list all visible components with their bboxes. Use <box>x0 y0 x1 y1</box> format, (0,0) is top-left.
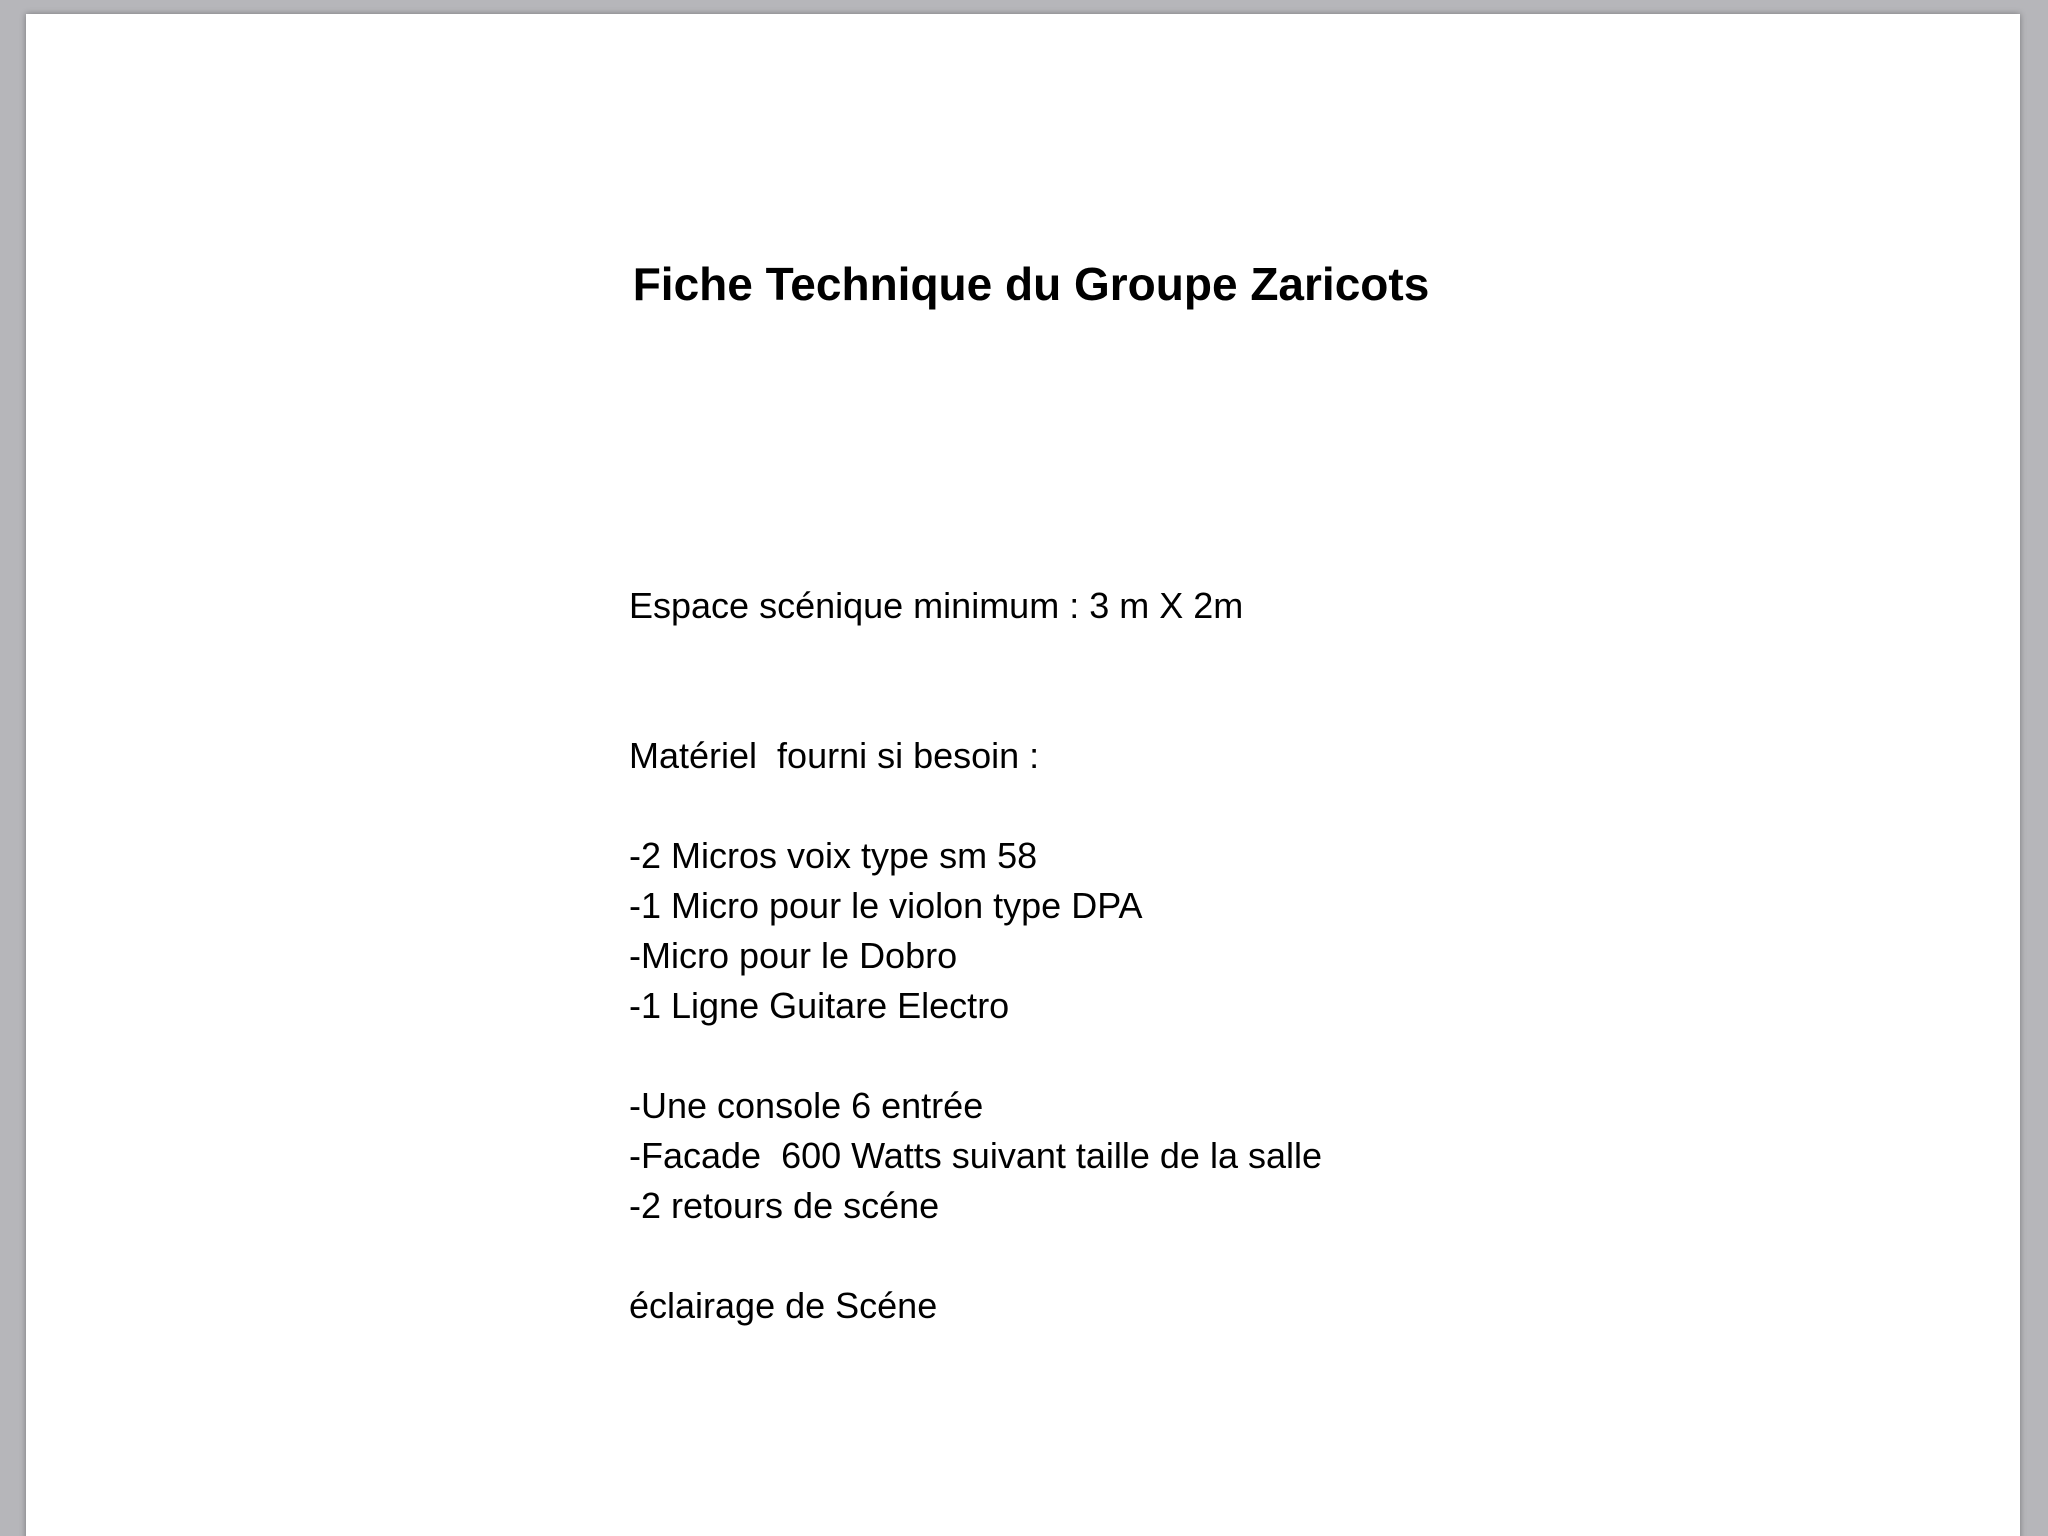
list-item: -1 Ligne Guitare Electro <box>629 985 1010 1026</box>
list-item: -Micro pour le Dobro <box>629 935 958 976</box>
equipment-heading: Matériel fourni si besoin : <box>629 735 1040 776</box>
stage-space-text: Espace scénique minimum : 3 m X 2m <box>629 585 1244 626</box>
document-title: Fiche Technique du Groupe Zaricots <box>632 258 1430 310</box>
list-item: -1 Micro pour le violon type DPA <box>629 885 1143 926</box>
microphone-list <box>629 831 1322 1031</box>
document-body <box>629 581 1322 1331</box>
list-item: -2 retours de scéne <box>629 1185 940 1226</box>
list-item: -Une console 6 entrée <box>629 1085 984 1126</box>
list-item: -2 Micros voix type sm 58 <box>629 835 1038 876</box>
sound-system-list <box>629 1081 1322 1231</box>
lighting-text: éclairage de Scéne <box>629 1285 938 1326</box>
document-page <box>26 14 2020 1536</box>
list-item: -Facade 600 Watts suivant taille de la salle <box>629 1135 1323 1176</box>
